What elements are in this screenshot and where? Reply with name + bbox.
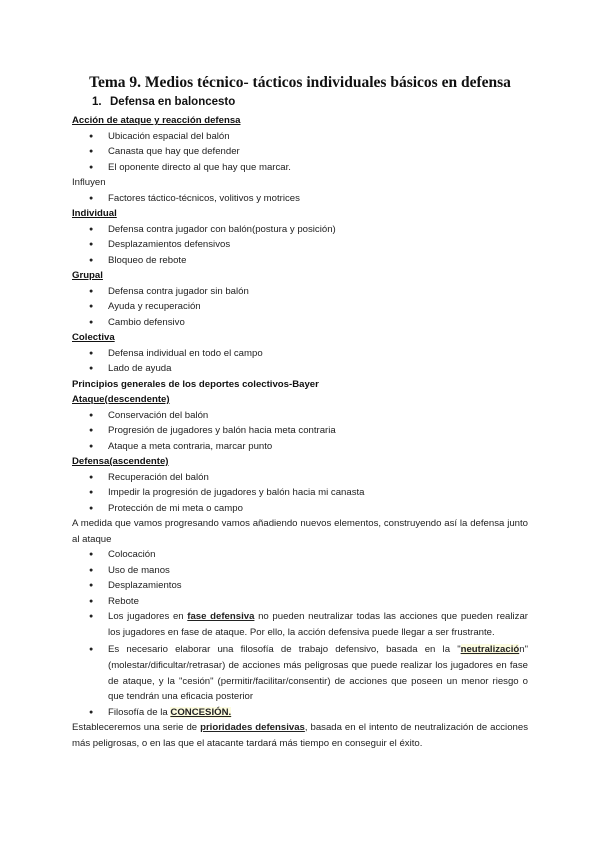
- heading-defensa: Defensa(ascendente): [72, 456, 169, 467]
- heading-individual: Individual: [72, 208, 117, 219]
- subtitle-text: Defensa en baloncesto: [110, 96, 236, 108]
- list-item: ● Defensa contra jugador sin balón: [72, 284, 528, 300]
- heading-grupal: Grupal: [72, 270, 103, 281]
- page-title: Tema 9. Medios técnico- tácticos individuales básicos en defensa: [89, 74, 511, 91]
- list-item: ● Ubicación espacial del balón: [72, 129, 528, 145]
- list-item: ● Protección de mi meta o campo: [72, 501, 528, 517]
- paragraph-final: Estableceremos una serie de prioridades defensivas, basada en el intento de neutralización de acciones más peligrosas, o en las que el atacante tardará más tiempo en conseguir el éxito.: [72, 722, 528, 749]
- term-neutralizacion: neutralizació: [460, 644, 520, 656]
- bullet-icon: ●: [89, 318, 94, 326]
- list-item: ● Recuperación del balón: [72, 470, 528, 486]
- heading-accion: Acción de ataque y reacción defensa: [72, 115, 241, 126]
- bullet-icon: ●: [89, 427, 94, 434]
- bullet-icon: ●: [89, 349, 94, 357]
- list-item: ● Cambio defensivo: [72, 315, 528, 331]
- list-item: ● Progresión de jugadores y balón hacia meta contraria: [72, 423, 528, 439]
- list-item: ● Impedir la progresión de jugadores y balón hacia mi canasta: [72, 485, 528, 501]
- bullet-icon: ●: [89, 241, 94, 248]
- list-item: ● Colocación: [72, 547, 528, 563]
- list-item: ● Desplazamientos: [72, 578, 528, 594]
- bullet-icon: ●: [89, 225, 94, 233]
- list-item: ● Ataque a meta contraria, marcar punto: [72, 439, 528, 455]
- bullet-icon: ●: [89, 708, 94, 716]
- list-item: ● Lado de ayuda: [72, 361, 528, 377]
- label-influyen: Influyen: [72, 177, 106, 188]
- bullet-icon: ●: [89, 287, 94, 295]
- list-item: ● Bloqueo de rebote: [72, 253, 528, 269]
- bullet-icon: ●: [89, 163, 94, 171]
- term-fase-defensiva: fase defensiva: [187, 611, 255, 623]
- bullet-icon: ●: [89, 473, 94, 481]
- list-item: ● Desplazamientos defensivos: [72, 237, 528, 253]
- bullet-icon: ●: [89, 132, 94, 140]
- bullet-icon: ●: [89, 194, 94, 202]
- list-item: ● Uso de manos: [72, 563, 528, 579]
- list-item: ● Defensa individual en todo el campo: [72, 346, 528, 362]
- list-item: ● Factores táctico-técnicos, volitivos y motrices: [72, 191, 528, 207]
- bullet-icon: ●: [89, 411, 94, 419]
- list-item: ● Rebote: [72, 594, 528, 610]
- list-item: ● El oponente directo al que hay que marcar.: [72, 160, 528, 176]
- heading-colectiva: Colectiva: [72, 332, 115, 343]
- bullet-icon: ●: [89, 303, 94, 310]
- bullet-icon: ●: [89, 582, 94, 590]
- bullet-icon: ●: [89, 551, 94, 559]
- list-item: ● Defensa contra jugador con balón(postura y posición): [72, 222, 528, 238]
- subtitle-number: 1.: [92, 96, 102, 108]
- list-item: ● Filosofía de la CONCESIÓN.: [72, 705, 528, 721]
- list-item-paragraph: ● Los jugadores en fase defensiva no pueden neutralizar todas las acciones que pueden realizar los jugadores en fase de ataque. Por ello, la acción defensiva puede llegar a ser frustrante.: [89, 611, 528, 638]
- bullet-icon: ●: [89, 597, 94, 605]
- bullet-icon: ●: [89, 566, 94, 574]
- bullet-icon: ●: [89, 504, 94, 512]
- list-item-paragraph: ● Es necesario elaborar una filosofía de trabajo defensivo, basada en la "neutralización" (molestar/dificultar/retrasar) de acciones más peligrosas que puede realizar los jugadores en fase de ataque, y la "cesión" (permitir/facilitar/consentir) de acciones que poseen un menor riesgo o que tendrán una eficacia posterior: [89, 644, 528, 703]
- document-body: [72, 113, 528, 751]
- bullet-icon: ●: [89, 365, 94, 372]
- bullet-icon: ●: [89, 613, 94, 621]
- term-prioridades-defensivas: prioridades defensivas: [200, 722, 305, 734]
- section-subtitle: [92, 96, 235, 108]
- term-concesion: CONCESIÓN.: [170, 706, 232, 718]
- paragraph-progreso: A medida que vamos progresando vamos añadiendo nuevos elementos, construyendo así la defensa junto al ataque: [72, 518, 528, 545]
- list-item: ● Conservación del balón: [72, 408, 528, 424]
- bullet-icon: ●: [89, 148, 94, 155]
- list-item: ● Ayuda y recuperación: [72, 299, 528, 315]
- heading-principios: Principios generales de los deportes colectivos-Bayer: [72, 378, 319, 390]
- heading-ataque: Ataque(descendente): [72, 394, 170, 405]
- list-item: ● Canasta que hay que defender: [72, 144, 528, 160]
- bullet-icon: ●: [89, 442, 94, 450]
- bullet-icon: ●: [89, 489, 94, 496]
- bullet-icon: ●: [89, 256, 94, 264]
- bullet-icon: ●: [89, 646, 94, 654]
